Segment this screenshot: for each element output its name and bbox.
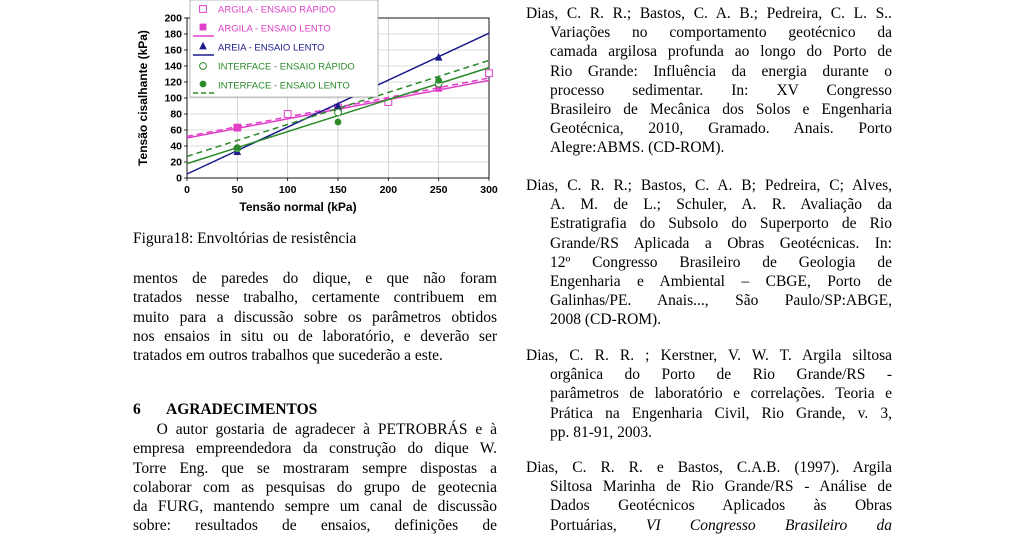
reference-line: Galinhas/PE. Anais..., São Paulo/SP:ABGE, [550,292,892,310]
resistance-envelope-chart [125,0,505,228]
reference-line: Prática na Engenharia Civil, Rio Grande, v. 3, [550,404,892,422]
legend-marker [200,81,207,88]
reference-segment: Portuárias, [550,516,617,534]
figure-caption: Figura18: Envoltórias de resistência [133,230,357,247]
y-tick-label: 100 [164,92,182,105]
reference-line: Dados Geotécnicos Aplicados às Obras [550,497,892,515]
y-tick-label: 60 [170,124,182,137]
reference-line: Siltosa Marinha de Rio Grande/RS - Análise de [550,478,892,496]
legend-label: ARGILA - ENSAIO LENTO [218,23,331,35]
reference-entry [526,458,892,535]
y-tick-label: 0 [176,172,182,185]
x-tick-label: 250 [429,184,448,196]
data-point [335,109,342,116]
acknowledgments-paragraph [133,420,497,536]
y-tick-label: 20 [170,156,182,169]
reference-entry [526,4,892,158]
x-tick-label: 150 [329,184,347,196]
reference-line: Rio Grande: Influência da energia durante o [550,62,892,80]
data-point [435,77,442,84]
text-line: mentos de paredes do dique, e que não foram [133,270,497,287]
y-tick-label: 160 [164,44,182,57]
reference-line: 2008 (CD-ROM). [550,311,662,329]
reference-line: Estratigrafia do Subsolo do Superporto de Rio [550,215,892,233]
reference-line: 12º Congresso Brasileiro de Geologia de [550,253,892,271]
text-line: empresa empreendedora da construção do dique W. [133,440,497,458]
reference-line: Dias, C. R. R. ; Kerstner, V. W. T. Argila siltosa [526,347,892,364]
data-point [284,111,291,118]
legend-label: AREIA - ENSAIO LENTO [218,42,325,54]
reference-line: Dias, C. R. R.; Bastos, C. A. B.; Pedreira, C. L. S.. [526,5,892,22]
reference-line [526,516,892,535]
section-heading [133,401,317,419]
data-point [234,124,241,131]
legend-label: ARGILA - ENSAIO RÁPIDO [218,4,336,16]
data-point [335,119,342,126]
text-line: tratados nesse trabalho, certamente contribuem em [133,289,497,307]
y-tick-label: 200 [164,12,182,25]
legend-marker [200,24,207,31]
y-tick-label: 80 [170,108,182,121]
section-number: 6 [133,401,141,418]
reference-line: pp. 81-91, 2003. [550,423,653,441]
y-axis-title: Tensão cisalhante (kPa) [136,30,150,166]
reference-line: processo sedimentar. In: XV Congresso [550,81,892,99]
reference-entry [526,346,892,442]
reference-line: Brasileiro de Mecânica dos Solos e Engenharia [550,101,892,119]
text-line: Torre Eng. que se mostraram sempre dispostas a [133,459,497,477]
reference-segment-italic: VI Congresso Brasileiro da [646,516,893,534]
reference-line: Grande/RS Aplicada a Obras Geotécnicas. In: [550,234,892,252]
reference-line: Engenharia e Ambiental – CBGE, Porto de [550,273,892,291]
legend-marker [200,63,207,70]
reference-line: Geotécnica, 2010, Gramado. Anais. Porto [550,120,892,138]
data-point [435,53,443,61]
x-tick-label: 200 [379,184,398,196]
legend-label: INTERFACE - ENSAIO LENTO [218,80,350,92]
reference-line: Variações no comportamento geotécnico da [550,24,892,42]
x-tick-label: 100 [278,184,297,196]
x-tick-label: 50 [231,184,244,196]
data-point [234,144,241,151]
text-line: muito para a discussão sobre os parâmetros obtidos [133,308,497,326]
reference-line: Dias, C. R. R.; Bastos, C. A. B; Pedreira, C; Alves, [526,177,892,194]
text-line: nos ensaios in situ ou de laboratório, e deverão ser [133,327,497,345]
y-tick-label: 40 [170,140,182,153]
data-point [486,70,493,77]
reference-line: camada argilosa profunda ao longo do Porto de [550,43,892,61]
text-line: colaborar com as pesquisas do grupo de geotecnia [133,478,497,496]
y-tick-label: 120 [164,76,182,89]
reference-entry [526,176,892,330]
section-title: AGRADECIMENTOS [166,401,318,418]
text-line: da FURG, mantendo sempre um canal de discussão [133,498,497,516]
legend-label: INTERFACE - ENSAIO RÁPIDO [218,61,355,73]
legend-marker [200,6,207,13]
x-tick-label: 300 [480,184,498,196]
reference-line: orgânica do Porto de Rio Grande/RS - [550,366,892,384]
text-line: tratados em outros trabalhos que sucederão a este. [133,347,443,365]
reference-line: parâmetros de laboratório e correlações. Teoria e [550,385,892,403]
reference-line: Alegre:ABMS. (CD-ROM). [550,139,725,157]
y-tick-label: 140 [164,60,182,73]
reference-line: A. M. de L.; Schuler, A. R. Avaliação da [550,196,892,214]
reference-line: Dias, C. R. R. e Bastos, C.A.B. (1997). Argila [526,459,892,476]
y-tick-label: 180 [164,28,182,41]
left-paragraph [133,269,497,365]
text-line: O autor gostaria de agradecer à PETROBRÁS e à [133,421,497,438]
x-tick-label: 0 [184,184,190,196]
x-axis-title: Tensão normal (kPa) [239,200,357,214]
text-line: sobre: resultados de ensaios, definições de [133,517,497,535]
